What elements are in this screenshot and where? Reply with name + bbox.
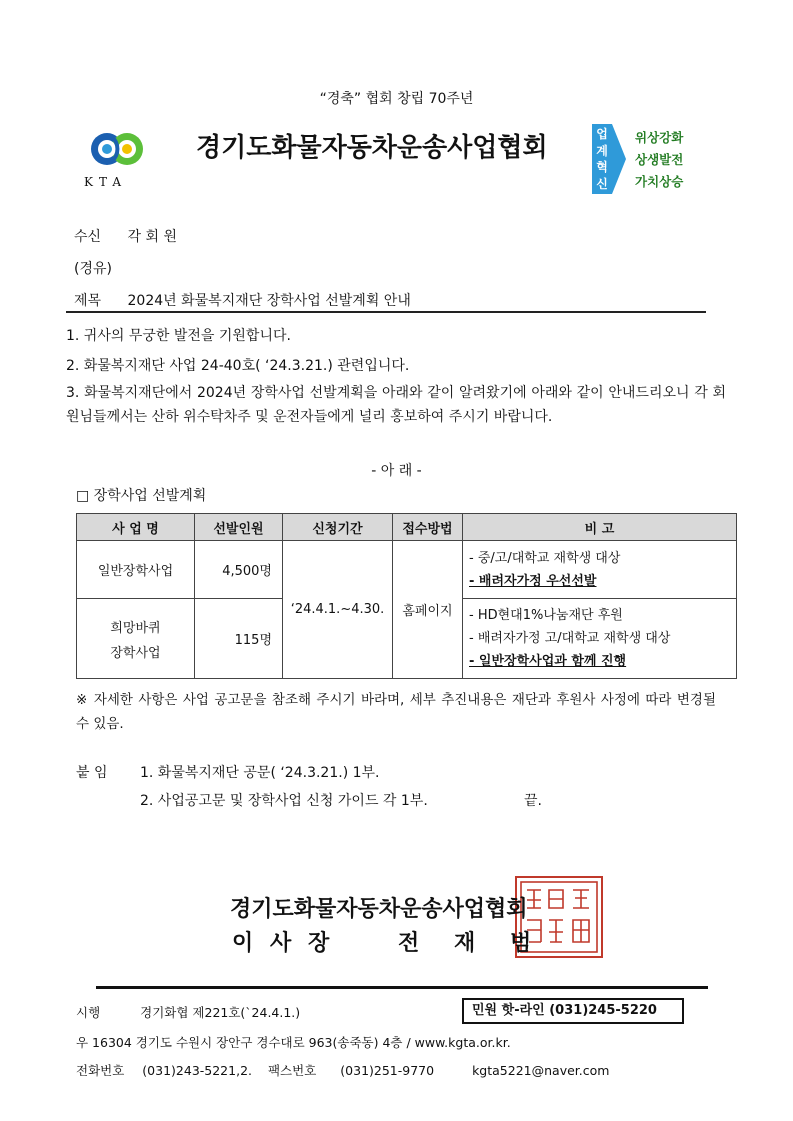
via-row: (경유) xyxy=(74,261,112,277)
application-period: ‘24.4.1.~4.30. xyxy=(283,541,393,679)
footer-divider xyxy=(96,986,708,989)
remark-line: - 배려자가정 우선선발 xyxy=(469,573,597,589)
recipient-row xyxy=(74,226,177,246)
slogan-item: 상생발전 xyxy=(635,152,684,167)
program-name: 일반장학사업 xyxy=(77,541,195,599)
table-header: 신청기간 xyxy=(283,514,393,541)
fax-label: 팩스번호 xyxy=(267,1063,317,1078)
selection-count: 4,500명 xyxy=(195,541,283,599)
subject-label: 제목 xyxy=(74,293,102,309)
program-name xyxy=(77,599,195,679)
logo-text: KTA xyxy=(84,175,127,189)
remark-line: - 중/고/대학교 재학생 대상 xyxy=(469,550,621,566)
slogan-box-char: 혁 xyxy=(596,160,608,174)
enforce-label: 시행 xyxy=(76,1005,101,1020)
table-header: 사 업 명 xyxy=(77,514,195,541)
table-header-row xyxy=(77,514,737,541)
attachments-label: 붙 임 xyxy=(76,765,108,781)
contact-row xyxy=(76,1061,609,1079)
slogan-arrow-icon xyxy=(612,124,626,194)
header-divider xyxy=(66,311,706,313)
below-heading: - 아 래 - xyxy=(371,463,422,479)
program-name-line: 장학사업 xyxy=(110,645,161,661)
plan-table xyxy=(76,513,737,679)
slogan-item: 가치상승 xyxy=(635,174,684,189)
attachment-item-2: 2. 사업공고문 및 장학사업 신청 가이드 각 1부. xyxy=(140,793,428,809)
anniversary-banner: “경축” 협회 창립 70주년 xyxy=(319,91,474,107)
table-header: 접수방법 xyxy=(393,514,463,541)
table-row xyxy=(77,541,737,599)
remark-line: - HD현대1%나눔재단 후원 xyxy=(469,608,623,623)
attachment-item-1: 1. 화물복지재단 공문( ‘24.3.21.) 1부. xyxy=(140,765,380,781)
kta-logo xyxy=(84,127,148,189)
fax-value: (031)251-9770 xyxy=(340,1063,435,1078)
slogan-box-char: 계 xyxy=(596,143,608,158)
remarks-cell xyxy=(463,541,737,599)
enforce-row xyxy=(76,1003,300,1021)
address-line: 우 16304 경기도 수원시 장안구 경수대로 963(송죽동) 4층 / www.kgta.or.kr. xyxy=(76,1035,511,1050)
table-header: 선발인원 xyxy=(195,514,283,541)
signature-org: 경기도화물자동차운송사업협회 xyxy=(230,897,528,922)
signature-name-char: 전 xyxy=(398,931,420,956)
paragraph-2: 2. 화물복지재단 사업 24-40호( ‘24.3.21.) 관련입니다. xyxy=(66,358,410,374)
paragraph-3: 3. 화물복지재단에서 2024년 장학사업 선발계획을 아래와 같이 알려왔기에 아래와 같이 안내드리오니 각 회원님들께서는 산하 위수탁차주 및 운전자들에게 널리 홍보하여 주시기 바랍니다. xyxy=(66,385,726,425)
slogan-box-char: 업 xyxy=(596,127,608,141)
hotline-box: 민원 핫-라인 (031)245-5220 xyxy=(462,998,684,1024)
selection-count: 115명 xyxy=(195,599,283,679)
slogan-list xyxy=(635,127,683,193)
signature-name-char: 범 xyxy=(510,931,532,956)
email-value: kgta5221@naver.com xyxy=(472,1063,610,1078)
program-name-line: 희망바퀴 xyxy=(110,620,161,636)
table-header: 비 고 xyxy=(463,514,737,541)
enforce-number: 경기화협 제221호(`24.4.1.) xyxy=(140,1005,301,1020)
section-title: □ 장학사업 선발계획 xyxy=(76,488,207,504)
plan-table-wrap xyxy=(76,513,737,679)
org-title: 경기도화물자동차운송사업협회 xyxy=(196,133,548,163)
recipient-value: 각 회 원 xyxy=(127,229,177,245)
remark-line: - 일반장학사업과 함께 진행 xyxy=(469,654,627,669)
slogan-box-char: 신 xyxy=(596,176,608,191)
signature-title-char: 사 xyxy=(270,931,292,956)
application-method: 홈페이지 xyxy=(393,541,463,679)
slogan-box xyxy=(592,124,612,194)
recipient-label: 수신 xyxy=(74,229,102,245)
remarks-cell xyxy=(463,599,737,679)
end-mark: 끝. xyxy=(524,793,542,809)
phone-label: 전화번호 xyxy=(76,1063,125,1078)
subject-row xyxy=(74,290,411,310)
signature-name-char: 재 xyxy=(454,931,476,956)
remark-note: ※ 자세한 사항은 사업 공고문을 참조해 주시기 바라며, 세부 추진내용은 재단과 후원사 사정에 따라 변경될 수 있음. xyxy=(76,692,716,732)
subject-value: 2024년 화물복지재단 장학사업 선발계획 안내 xyxy=(127,293,411,309)
remark-line: - 배려자가정 고/대학교 재학생 대상 xyxy=(469,631,671,646)
kta-logo-icon xyxy=(88,127,146,171)
phone-value: (031)243-5221,2. xyxy=(142,1063,252,1078)
signature-title-char: 장 xyxy=(308,931,330,956)
paragraph-1: 1. 귀사의 무궁한 발전을 기원합니다. xyxy=(66,328,291,344)
signature-title-char: 이 xyxy=(232,931,254,956)
slogan-item: 위상강화 xyxy=(635,130,684,145)
